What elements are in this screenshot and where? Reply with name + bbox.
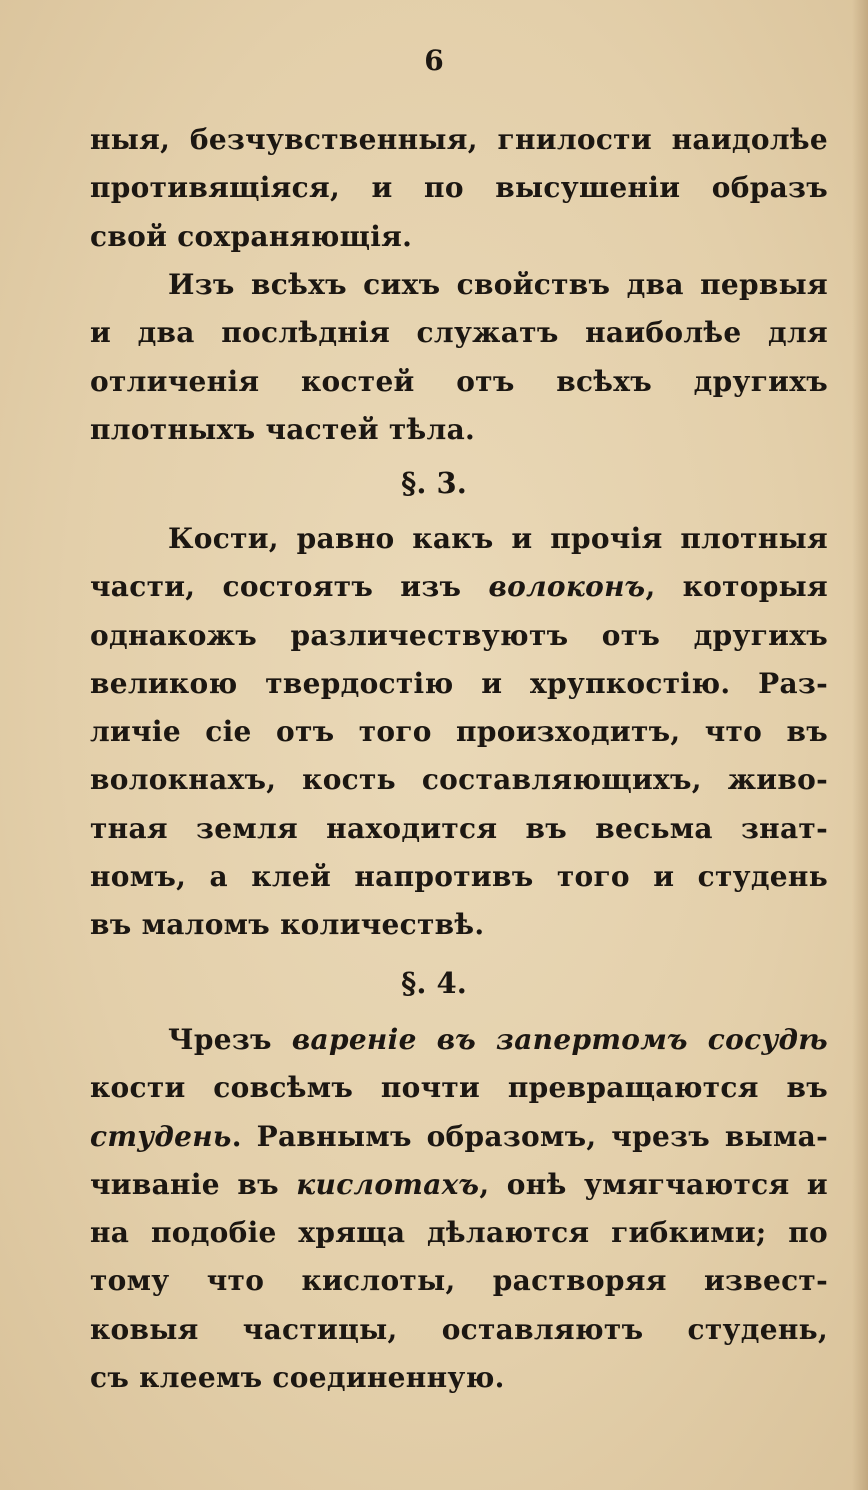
section-heading-3: §. 3. (401, 466, 467, 500)
text-run: , онѣ умягчаются и (479, 1167, 828, 1201)
text-line: отличенія костей отъ всѣхъ другихъ (90, 364, 828, 398)
text-line (90, 708, 828, 756)
text-run: въ маломъ количествѣ. (90, 908, 485, 942)
text-line (90, 805, 828, 853)
text-run: части, состоятъ изъ (90, 570, 489, 604)
italic-term: вареніе въ запертомъ сосудѣ (291, 1023, 828, 1056)
text-line (90, 660, 828, 708)
text-line (90, 853, 828, 901)
text-line (90, 1064, 828, 1112)
text-run: личіе сіе отъ того произходитъ, что въ (90, 715, 828, 749)
paragraph-section-3 (90, 515, 828, 950)
text-run: Чрезъ (168, 1023, 292, 1056)
paragraph-properties (90, 261, 828, 454)
text-line: плотныхъ частей тѣла. (90, 412, 476, 446)
text-line: свой сохраняющія. (90, 219, 413, 253)
text-line (90, 1016, 828, 1064)
text-line: Изъ всѣхъ сихъ свойствъ два первыя (168, 268, 828, 301)
text-line: противящіяся, и по высушеніи образъ (90, 171, 828, 205)
text-run: съ клеемъ соединенную. (90, 1361, 505, 1395)
paragraph-section-4 (90, 1016, 828, 1402)
text-line (90, 515, 828, 563)
text-line (90, 612, 828, 660)
section-heading-4: §. 4. (401, 966, 467, 1000)
text-run: ковыя частицы, оставляютъ студень, (90, 1312, 828, 1346)
text-run: однакожъ различествуютъ отъ другихъ (90, 618, 828, 652)
text-line (90, 1209, 828, 1257)
italic-term: студень (90, 1119, 232, 1153)
text-line (90, 563, 828, 611)
text-line: ныя, безчувственныя, гнилости наидолѣе (90, 123, 828, 156)
text-line (90, 1354, 828, 1402)
text-run: номъ, а клей напротивъ того и студень (90, 860, 828, 894)
text-run: волокнахъ, кость составляющихъ, живо- (90, 763, 828, 797)
text-run: тому что кислоты, растворяя извест- (90, 1264, 828, 1298)
text-line (90, 1161, 828, 1209)
text-run: Кости, равно какъ и прочія плотныя (168, 522, 828, 555)
text-line (90, 1257, 828, 1305)
text-run: тная земля находится въ весьма знат- (90, 811, 828, 845)
text-run: чиваніе въ (90, 1167, 297, 1201)
paragraph-continuation (90, 116, 828, 261)
text-line: и два послѣднія служатъ наиболѣе для (90, 316, 828, 350)
text-run: на подобіе хряща дѣлаются гибкими; по (90, 1216, 828, 1250)
text-line (90, 901, 828, 949)
text-line (90, 1306, 828, 1354)
text-run: кости совсѣмъ почти превращаются въ (90, 1071, 828, 1105)
page-number: 6 (424, 44, 444, 77)
italic-term: кислотахъ (296, 1167, 480, 1201)
text-run: , которыя (645, 570, 828, 604)
text-run: великою твердостію и хрупкостію. Раз- (90, 666, 828, 700)
page-edge-shadow (852, 0, 868, 1490)
text-run: . Равнымъ образомъ, чрезъ выма- (231, 1119, 828, 1153)
text-line (90, 756, 828, 804)
italic-term: волоконъ (488, 570, 646, 604)
text-line (90, 1113, 828, 1161)
